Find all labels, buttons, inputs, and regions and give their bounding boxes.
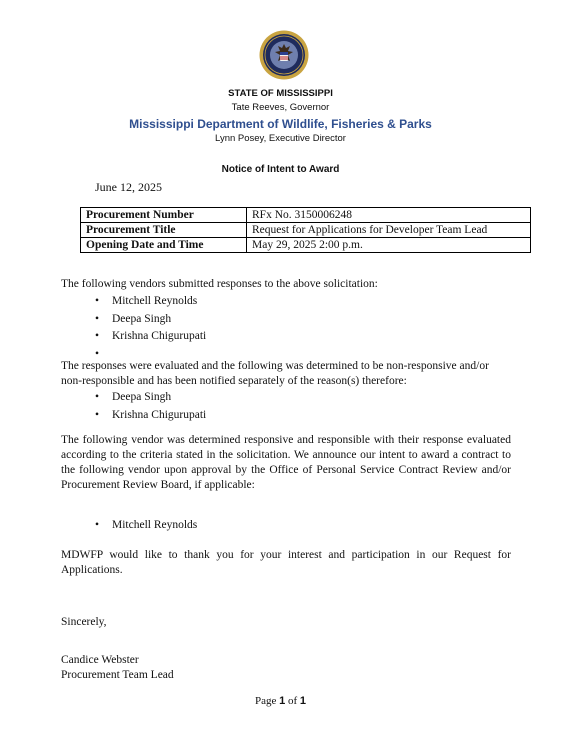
nonresponsive-intro: The responses were evaluated and the following was determined to be non-responsive and/or non-responsible and has been notified separately of the reason(s) therefore: <box>61 360 489 387</box>
table-row <box>81 208 531 223</box>
list-item: • Krishna Chigurupati <box>95 329 206 347</box>
procurement-info-table <box>80 207 531 253</box>
awarded-vendor-list <box>95 518 197 536</box>
page-number <box>0 695 561 707</box>
table-value: RFx No. 3150006248 <box>247 208 531 223</box>
letterhead-state: STATE OF MISSISSIPPI <box>228 88 333 99</box>
table-value: May 29, 2025 2:00 p.m. <box>247 238 531 253</box>
list-item: • Mitchell Reynolds <box>95 294 206 312</box>
table-label: Procurement Number <box>81 208 247 223</box>
list-item: • Deepa Singh <box>95 312 206 330</box>
list-item: • Mitchell Reynolds <box>95 518 197 536</box>
list-item: • Deepa Singh <box>95 390 206 408</box>
signer-title: Procurement Team Lead <box>61 669 174 681</box>
signer-name: Candice Webster <box>61 654 139 666</box>
letterhead-director: Lynn Posey, Executive Director <box>215 133 346 144</box>
table-row <box>81 223 531 238</box>
submitted-intro: The following vendors submitted responses to the above solicitation: <box>61 278 378 290</box>
submitted-vendor-list <box>95 294 206 364</box>
page-total: 1 <box>299 695 307 707</box>
letter-date: June 12, 2025 <box>95 180 162 194</box>
page-current: 1 <box>279 695 286 707</box>
table-value: Request for Applications for Developer Team Lead <box>247 223 531 238</box>
table-label: Opening Date and Time <box>81 238 247 253</box>
table-row <box>81 238 531 253</box>
award-paragraph: The following vendor was determined responsive and responsible with their response evaluated according to the criteria stated in the solicitation. We announce our intent to award a contract to the following vendor upon approval by the Office of Personal Service Contract Review and/or Procurement Review Board, if applicable: <box>61 434 511 491</box>
notice-title: Notice of Intent to Award <box>221 164 340 175</box>
letterhead-governor: Tate Reeves, Governor <box>231 102 330 113</box>
page-prefix: Page <box>254 695 280 707</box>
table-label: Procurement Title <box>81 223 247 238</box>
page-of: of <box>285 695 300 707</box>
closing: Sincerely, <box>61 616 107 628</box>
state-seal-logo <box>259 30 309 80</box>
letterhead-agency: Mississippi Department of Wildlife, Fisheries & Parks <box>129 117 432 131</box>
thanks-paragraph: MDWFP would like to thank you for your interest and participation in our Request for Applications. <box>61 549 511 576</box>
list-item: • Krishna Chigurupati <box>95 408 206 426</box>
nonresponsive-vendor-list <box>95 390 206 425</box>
